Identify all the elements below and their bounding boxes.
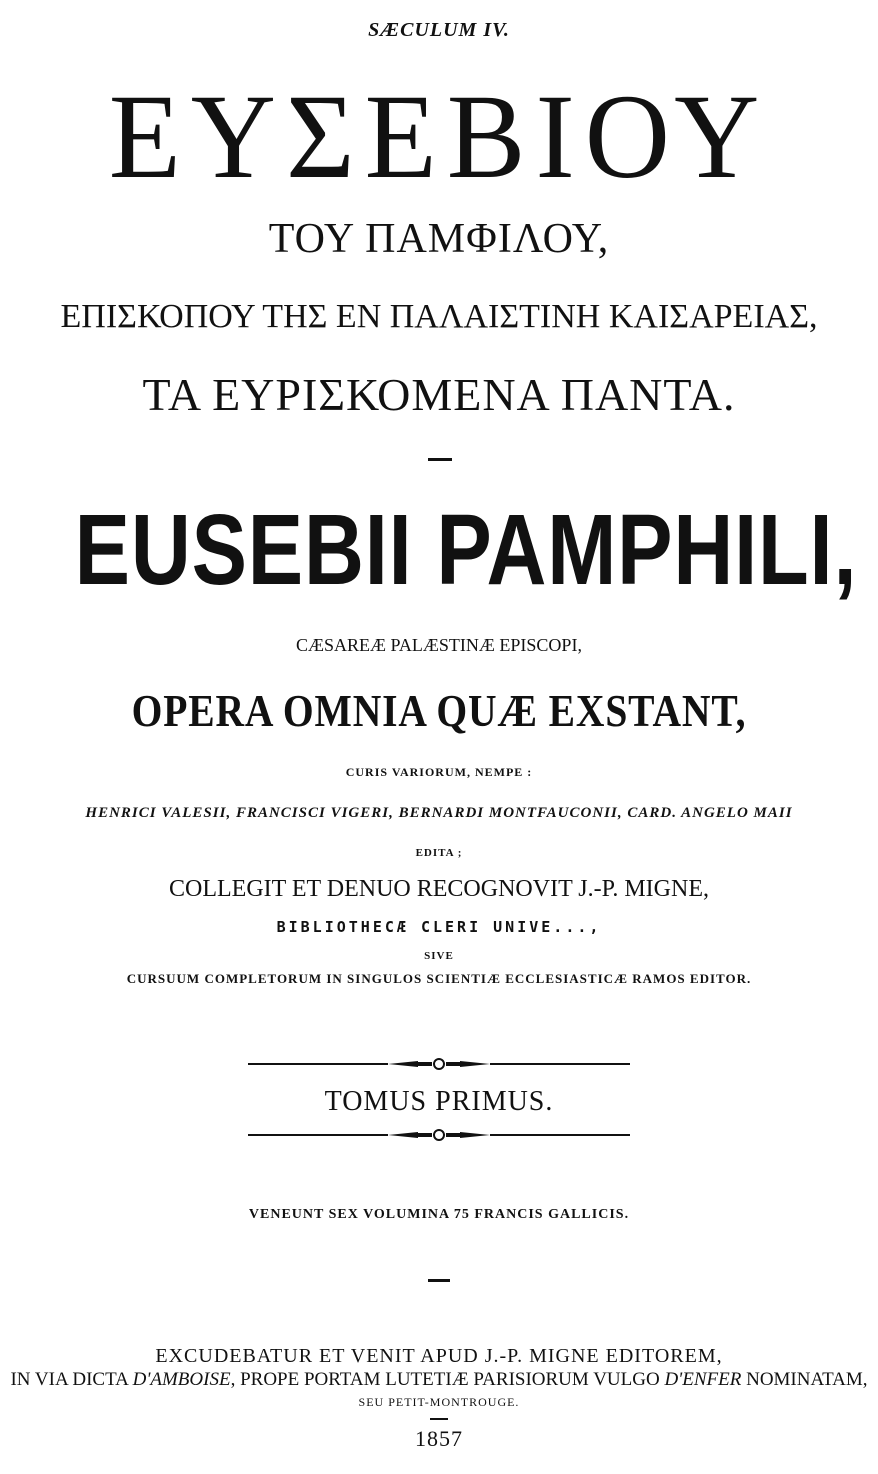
greek-bishop-line: ΕΠΙΣΚΟΠΟΥ ΤΗΣ ΕΝ ΠΑΛΑΙΣΤΙΝΗ ΚΑΙΣΑΡΕΙΑΣ, — [60, 298, 818, 335]
ornamental-rule-top — [248, 1057, 630, 1071]
bibliotheca-line: BIBLIOTHECÆ CLERI UNIVE..., — [276, 918, 602, 936]
greek-author-name: ΕΥΣΕΒΙΟΥ — [108, 69, 770, 204]
collegit-line: COLLEGIT ET DENUO RECOGNOVIT J.-P. MIGNE, — [169, 876, 709, 902]
separator-dash — [428, 458, 452, 461]
greek-epithet: ΤΟΥ ΠΑΜΦΙΛΟΥ, — [268, 216, 610, 262]
edita-line: EDITA ; — [415, 847, 463, 859]
editors-list: HENRICI VALESII, FRANCISCI VIGERI, BERNARDI MONTFAUCONII, CARD. ANGELO MAII — [85, 805, 793, 821]
sive-line: SIVE — [424, 950, 454, 962]
imprint-address-part2: , PROPE PORTAM LUTETIÆ PARISIORUM VULGO — [230, 1369, 665, 1390]
greek-works-line: ΤΑ ΕΥΡΙΣΚΟΜΕΝΑ ΠΑΝΤΑ. — [142, 369, 736, 420]
editors-intro: CURIS VARIORUM, NEMPE : — [345, 765, 533, 779]
century-heading: SÆCULUM IV. — [368, 19, 510, 41]
latin-bishop-line: CÆSAREÆ PALÆSTINÆ EPISCOPI, — [296, 635, 582, 655]
publication-year: 1857 — [415, 1426, 463, 1451]
volume-number: TOMUS PRIMUS. — [324, 1086, 554, 1117]
latin-author-name: EUSEBII PAMPHILI, — [74, 494, 858, 606]
imprint-address-part3: NOMINATAM, — [741, 1369, 868, 1390]
price-line: VENEUNT SEX VOLUMINA 75 FRANCIS GALLICIS. — [248, 1207, 630, 1222]
imprint-address-part1: IN VIA DICTA — [10, 1369, 133, 1390]
separator-dash-3 — [430, 1418, 448, 1420]
latin-works-line: OPERA OMNIA QUÆ EXSTANT, — [131, 685, 747, 736]
imprint-address — [0, 1370, 878, 1389]
imprint-publisher: EXCUDEBATUR ET VENIT APUD J.-P. MIGNE EDITOREM, — [155, 1345, 723, 1367]
separator-dash-2 — [428, 1279, 450, 1282]
imprint-gate-name: D'ENFER — [664, 1369, 742, 1390]
ornamental-rule-bottom — [248, 1128, 630, 1142]
imprint-street-name: D'AMBOISE — [132, 1369, 231, 1390]
imprint-district: SEU PETIT-MONTROUGE. — [358, 1395, 520, 1409]
cursuum-line: CURSUUM COMPLETORUM IN SINGULOS SCIENTIÆ ECCLESIASTICÆ RAMOS EDITOR. — [126, 971, 752, 986]
